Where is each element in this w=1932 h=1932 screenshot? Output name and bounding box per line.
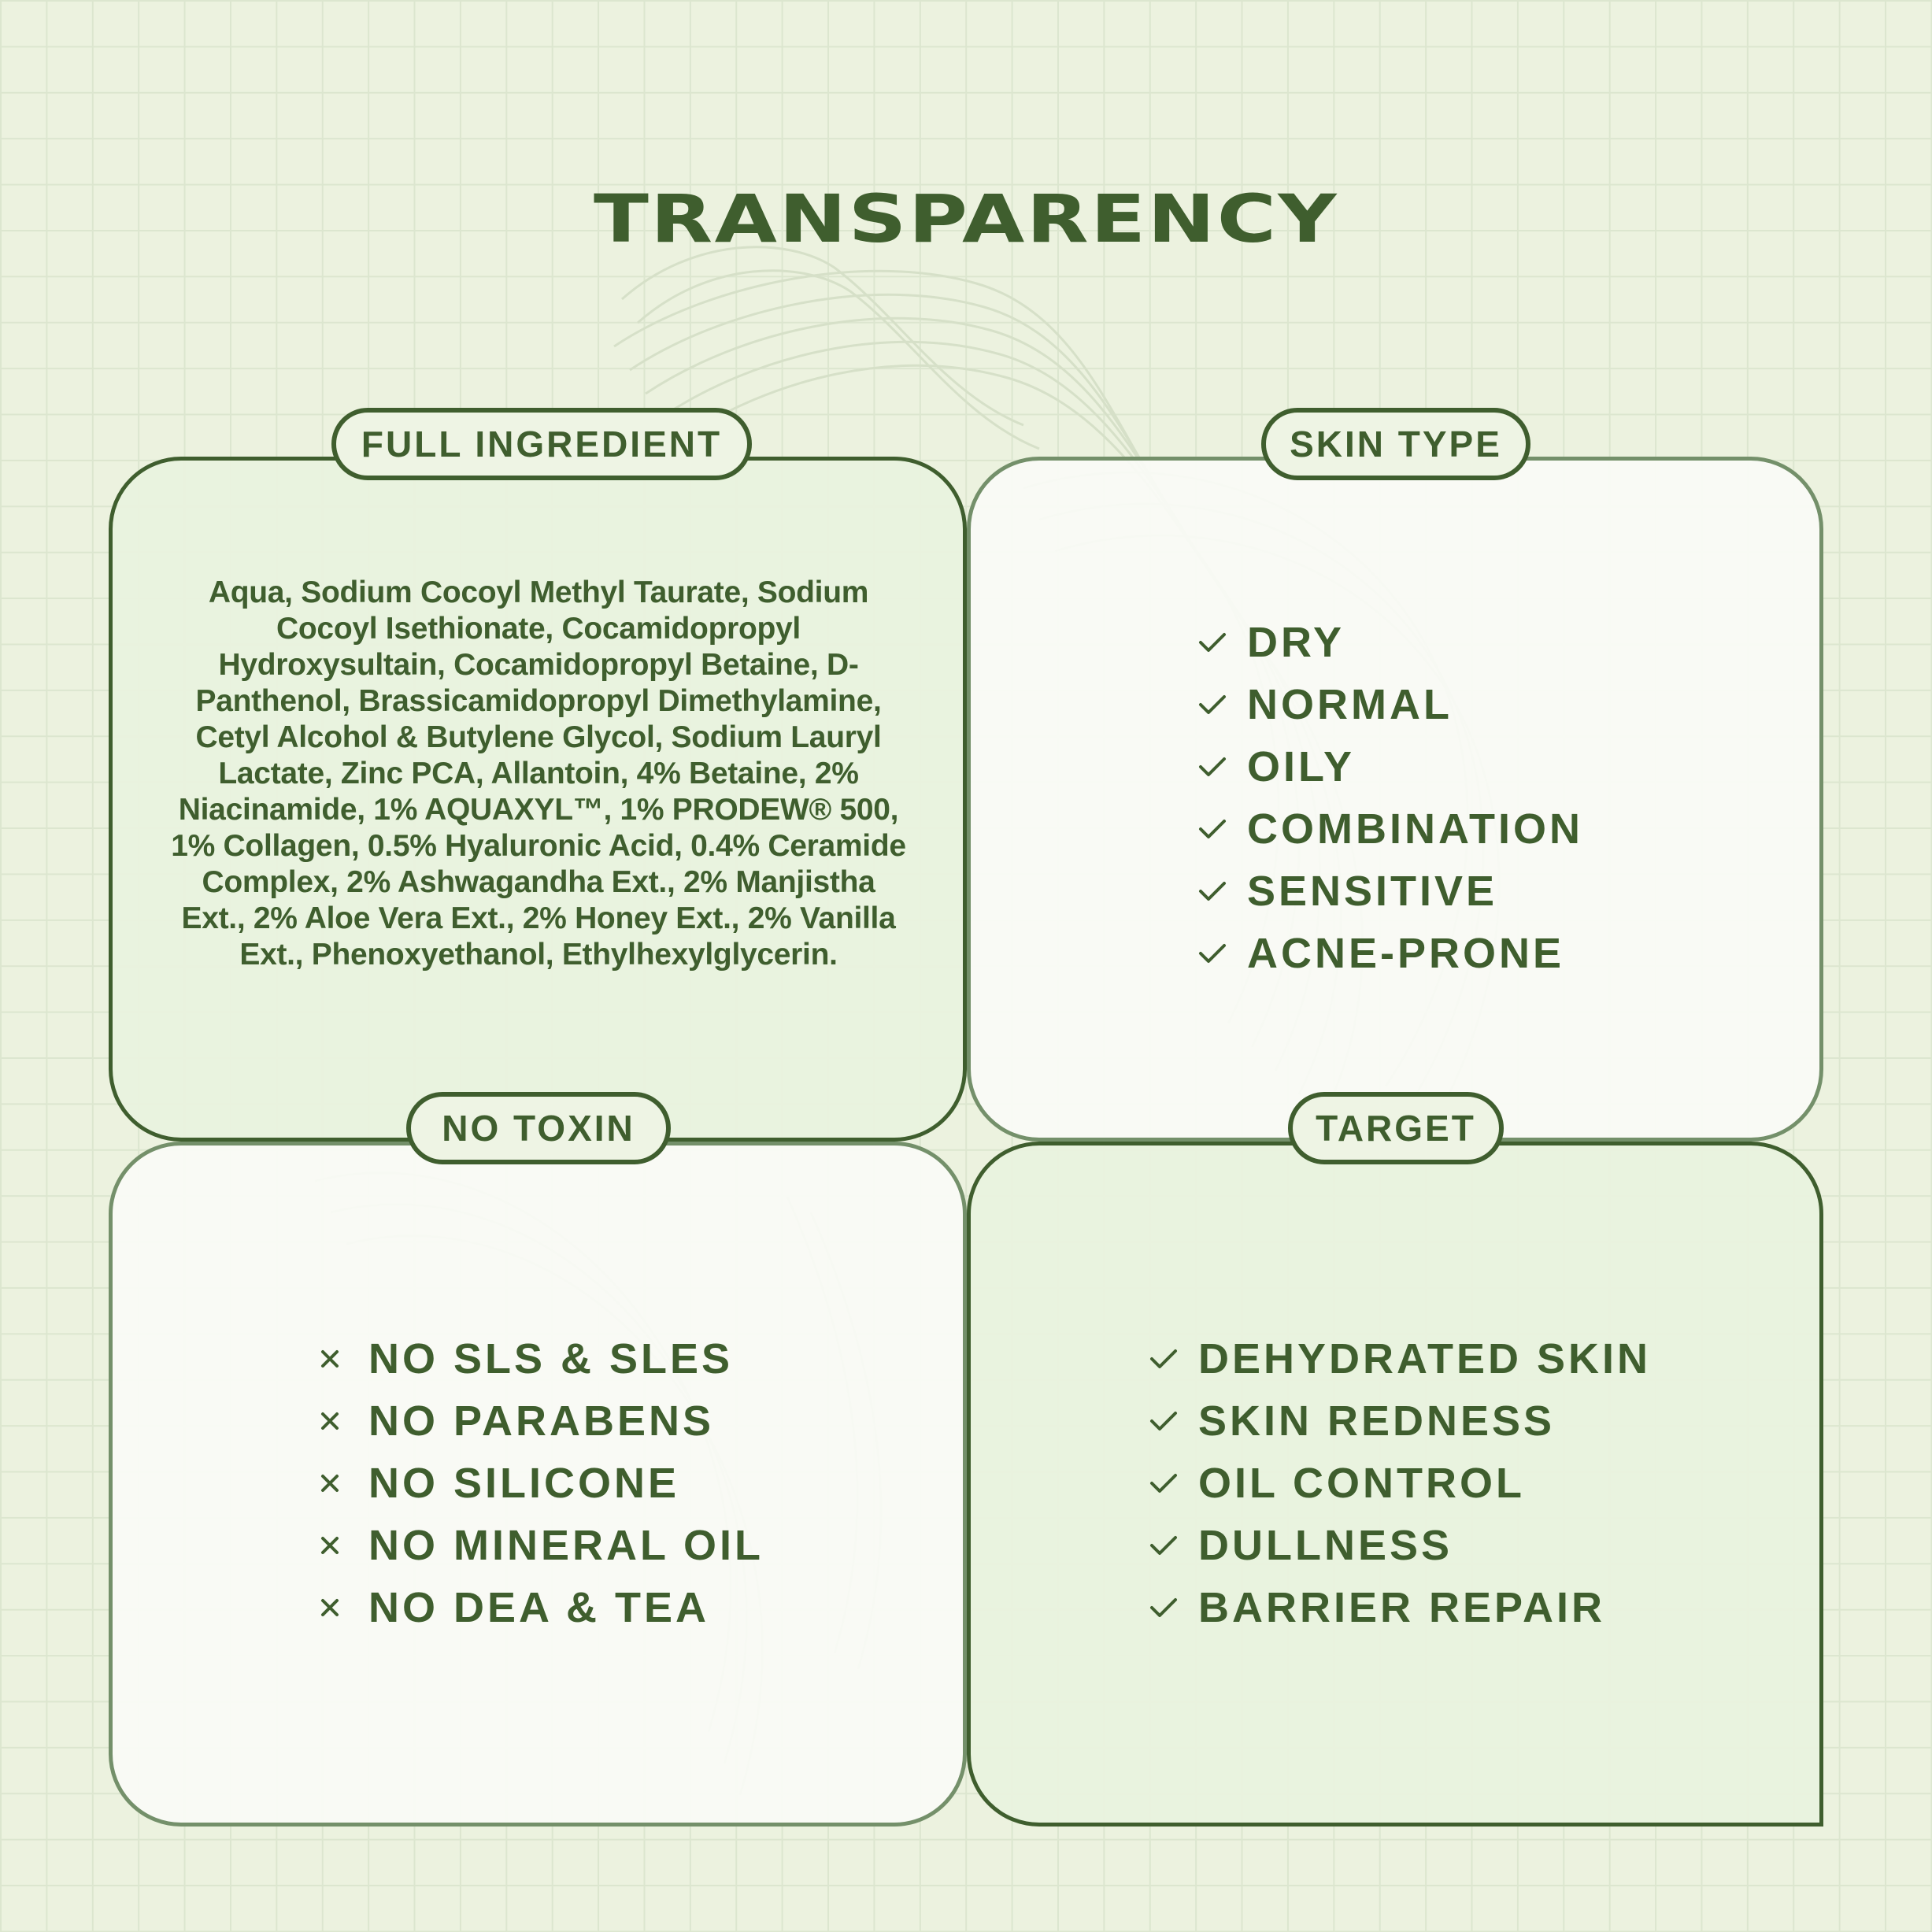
skin-type-item-label: DRY [1247,618,1345,666]
page-title: TRANSPARENCY [593,180,1339,257]
no-toxin-item-label: NO SLS & SLES [368,1334,734,1382]
x-icon [320,1597,368,1618]
ingredient-list-text: Aqua, Sodium Cocoyl Methyl Taurate, Sodium Cocoyl Isethionate, Cocamidopropyl Hydroxysultain, Cocamidopropyl Betaine, D-Panthenol, Brassicamidopropyl Dimethylamine, Cetyl Alcohol & Butylene Glycol, Sodium Lauryl Lactate, Zinc PCA, Allantoin, 4% Betaine, 2% Niacinamide, 1% AQUAXYL™, 1% PRODEW® 500, 1% Collagen, 0.5% Hyaluronic Acid, 0.4% Ceramide Complex, 2% Ashwagandha Ext., 2% Manjistha Ext., 2% Aloe Vera Ext., 2% Honey Ext., 2% Vanilla Ext., Phenoxyethanol, Ethylhexylglycerin. [171,576,906,972]
check-icon [1149,1534,1198,1556]
skin-type-list [1198,611,1583,984]
check-icon [1198,694,1247,716]
list-item [1198,798,1583,860]
skin-type-label: SKIN TYPE [1261,408,1530,480]
check-icon [1149,1410,1198,1432]
list-item [320,1576,764,1638]
target-label: TARGET [1288,1092,1504,1164]
check-icon [1198,631,1247,653]
x-icon [320,1473,368,1493]
check-icon [1198,756,1247,778]
no-toxin-list [320,1327,764,1638]
list-item [1149,1452,1651,1514]
list-item [320,1452,764,1514]
full-ingredient-label: FULL INGREDIENT [331,408,752,480]
list-item [1149,1514,1651,1576]
no-toxin-item-label: NO PARABENS [368,1397,715,1445]
no-toxin-label: NO TOXIN [406,1092,671,1164]
check-icon [1198,942,1247,964]
list-item [1149,1327,1651,1390]
skin-type-item-label: NORMAL [1247,680,1453,728]
no-toxin-item-label: NO SILICONE [368,1459,680,1507]
no-toxin-item-label: NO MINERAL OIL [368,1521,764,1569]
no-toxin-item-label: NO DEA & TEA [368,1583,710,1631]
list-item [1198,860,1583,922]
skin-type-item-label: ACNE-PRONE [1247,929,1565,977]
skin-type-item-label: COMBINATION [1247,805,1583,853]
list-item [320,1327,764,1390]
list-item [320,1514,764,1576]
x-icon [320,1411,368,1431]
check-icon [1149,1472,1198,1494]
x-icon [320,1535,368,1556]
check-icon [1198,880,1247,902]
skin-type-item-label: OILY [1247,742,1356,790]
skin-type-item-label: SENSITIVE [1247,867,1498,915]
list-item [1198,922,1583,984]
list-item [1198,611,1583,673]
x-icon [320,1349,368,1369]
list-item [1198,735,1583,798]
target-item-label: DULLNESS [1198,1521,1453,1569]
target-list [1149,1327,1651,1638]
target-item-label: BARRIER REPAIR [1198,1583,1606,1631]
check-icon [1149,1348,1198,1370]
target-item-label: DEHYDRATED SKIN [1198,1334,1652,1382]
list-item [1149,1390,1651,1452]
check-icon [1198,818,1247,840]
check-icon [1149,1597,1198,1619]
target-item-label: OIL CONTROL [1198,1459,1525,1507]
list-item [1198,673,1583,735]
list-item [320,1390,764,1452]
target-item-label: SKIN REDNESS [1198,1397,1556,1445]
list-item [1149,1576,1651,1638]
